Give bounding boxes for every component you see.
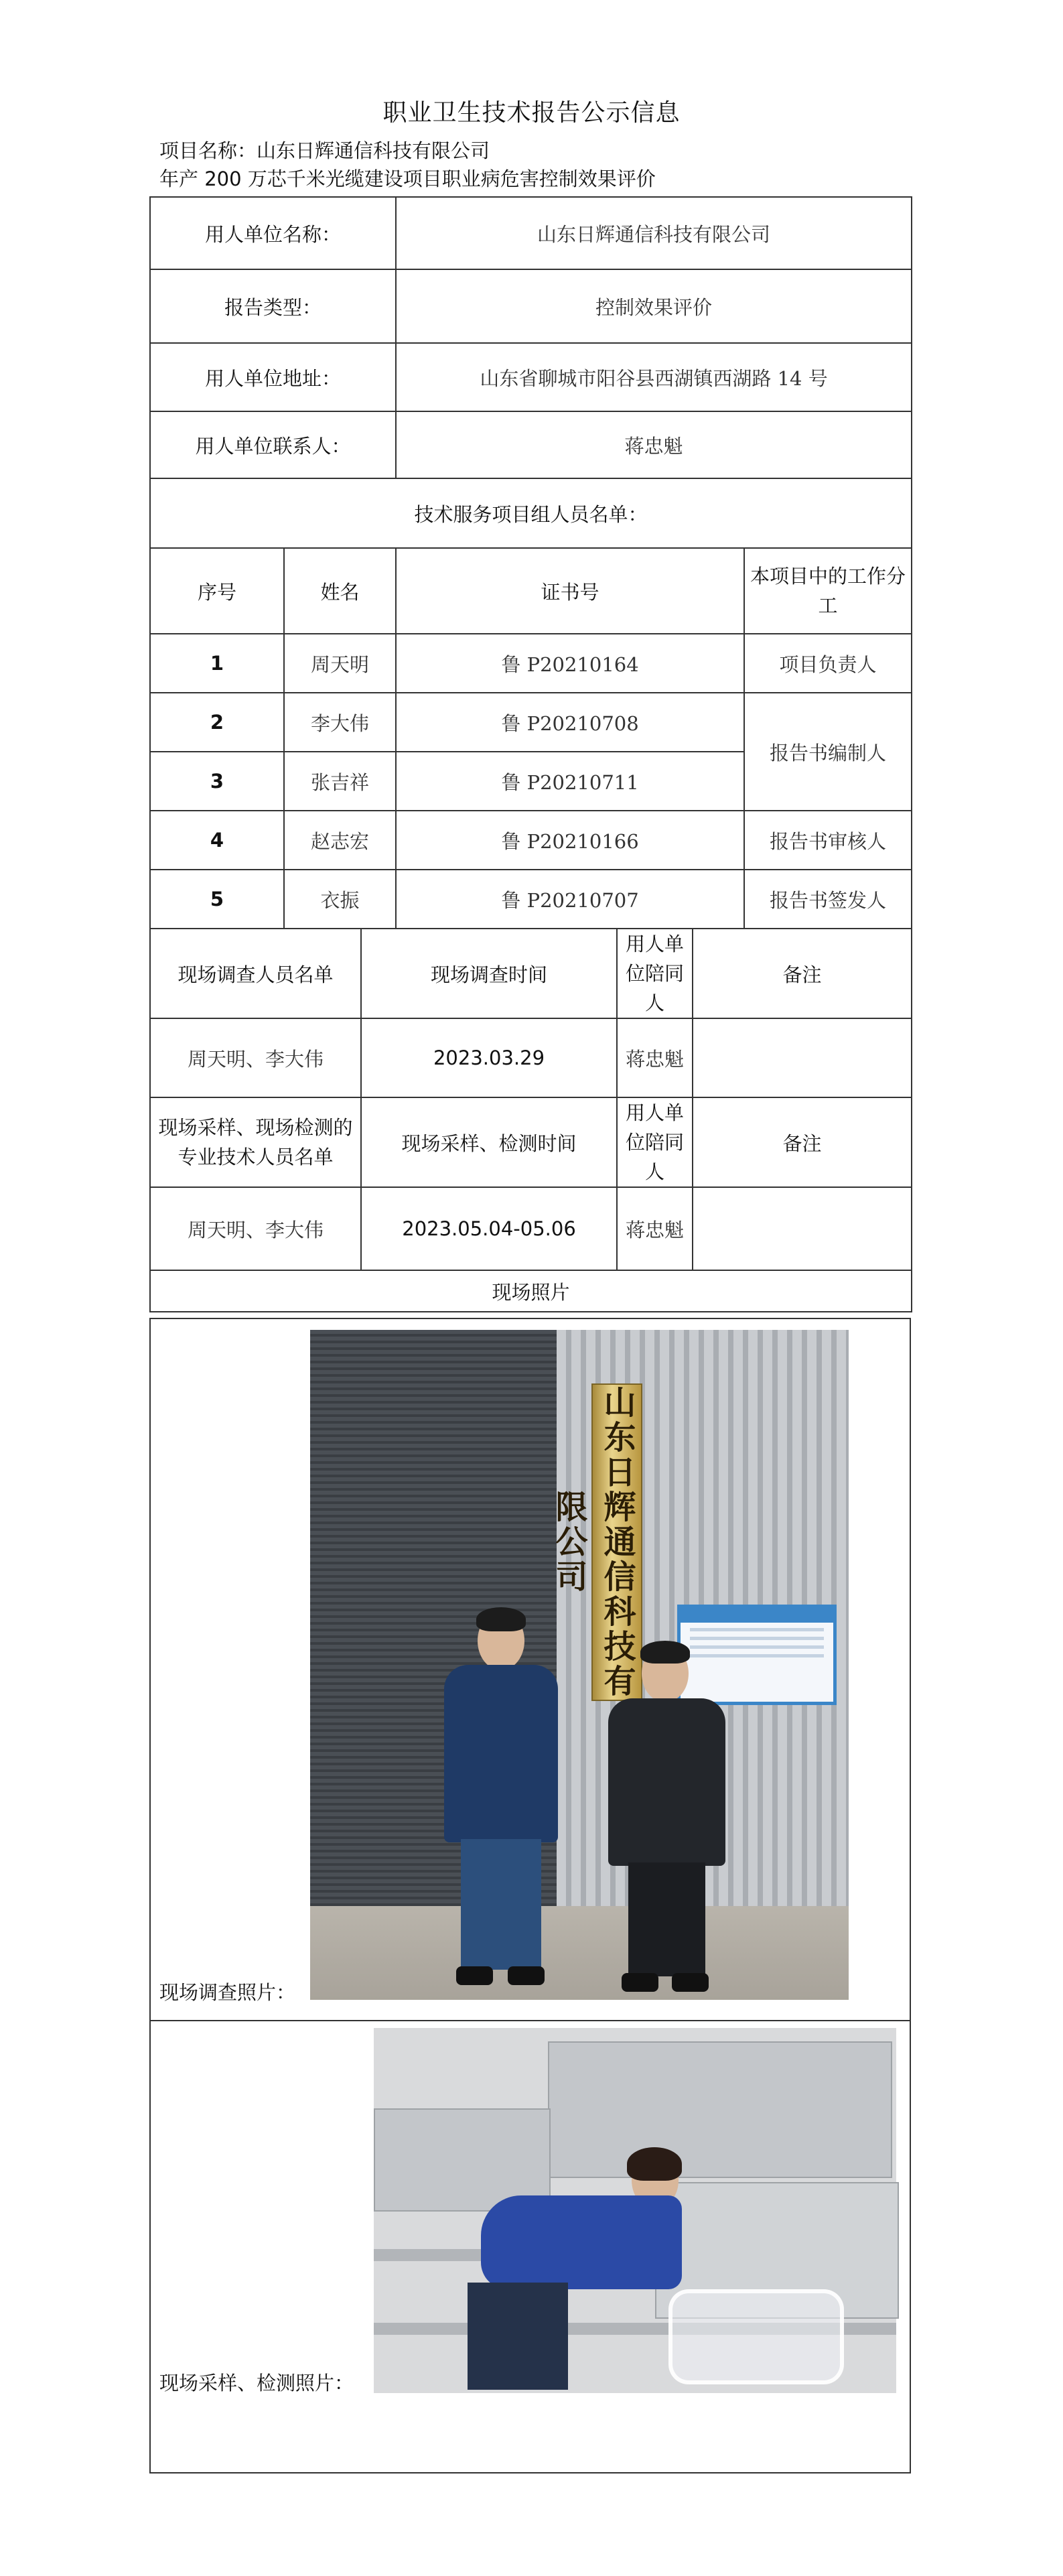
row-role: 项目负责人 [744,634,912,693]
report-info-table [149,196,912,1312]
row-no: 3 [150,752,284,811]
team-header-name: 姓名 [284,548,396,634]
row-name: 衣振 [284,870,396,929]
sampling-header-note: 备注 [693,1097,912,1187]
project-name-line: 项目名称：山东日辉通信科技有限公司 [159,139,490,162]
survey-photo-label: 现场调查照片： [159,1981,296,2004]
row-role: 报告书签发人 [744,870,912,929]
sampling-header-escort: 用人单位陪同人 [617,1097,693,1187]
address-value: 山东省聊城市阳谷县西湖镇西湖路 14 号 [396,343,912,411]
survey-note [693,1018,912,1097]
row-cert: 鲁 P20210708 [396,693,744,752]
survey-header-people: 现场调查人员名单 [150,929,361,1018]
person-right [598,1645,732,2000]
row-no: 5 [150,870,284,929]
sampling-note [693,1187,912,1270]
sampling-photo-label: 现场采样、检测照片： [159,2372,354,2394]
survey-time: 2023.03.29 [361,1018,617,1097]
sampling-header-time: 现场采样、检测时间 [361,1097,617,1187]
row-cert: 鲁 P20210711 [396,752,744,811]
report-type-value: 控制效果评价 [396,269,912,343]
survey-people: 周天明、李大伟 [150,1018,361,1097]
transparent-part [668,2289,844,2384]
worker-body [481,2195,682,2289]
row-name: 李大伟 [284,693,396,752]
table-row [150,693,912,752]
row-cert: 鲁 P20210164 [396,634,744,693]
table-row [150,811,912,870]
ground [310,1906,849,2000]
person-left [431,1611,565,2000]
row-no: 1 [150,634,284,693]
unit-name-label: 用人单位名称： [150,197,396,269]
row-no: 2 [150,693,284,752]
document-title: 职业卫生技术报告公示信息 [382,99,681,127]
row-name: 赵志宏 [284,811,396,870]
machine [548,2041,892,2178]
photos-heading: 现场照片 [150,1270,912,1312]
contact-label: 用人单位联系人： [150,411,396,478]
survey-header-time: 现场调查时间 [361,929,617,1018]
row-role: 报告书审核人 [744,811,912,870]
team-heading: 技术服务项目组人员名单： [150,478,912,548]
row-cert: 鲁 P20210166 [396,811,744,870]
unit-name-value: 山东日辉通信科技有限公司 [396,197,912,269]
sampling-people: 周天明、李大伟 [150,1187,361,1270]
team-header-cert: 证书号 [396,548,744,634]
survey-photo [310,1330,849,2000]
row-no: 4 [150,811,284,870]
sampling-header-people: 现场采样、现场检测的专业技术人员名单 [150,1097,361,1187]
row-cert: 鲁 P20210707 [396,870,744,929]
team-header-no: 序号 [150,548,284,634]
survey-escort: 蒋忠魁 [617,1018,693,1097]
sampling-time: 2023.05.04-05.06 [361,1187,617,1270]
sampling-photo [374,2028,896,2393]
row-name: 张吉祥 [284,752,396,811]
row-role: 报告书编制人 [744,693,912,811]
report-type-label: 报告类型： [150,269,396,343]
survey-header-note: 备注 [693,929,912,1018]
project-desc-line: 年产 200 万芯千米光缆建设项目职业病危害控制效果评价 [159,167,656,190]
address-label: 用人单位地址： [150,343,396,411]
sampling-escort: 蒋忠魁 [617,1187,693,1270]
row-name: 周天明 [284,634,396,693]
contact-value: 蒋忠魁 [396,411,912,478]
table-row [150,870,912,929]
team-header-role: 本项目中的工作分工 [744,548,912,634]
survey-header-escort: 用人单位陪同人 [617,929,693,1018]
table-row [150,634,912,693]
company-sign: 山东日辉通信科技有限公司 [591,1383,642,1701]
